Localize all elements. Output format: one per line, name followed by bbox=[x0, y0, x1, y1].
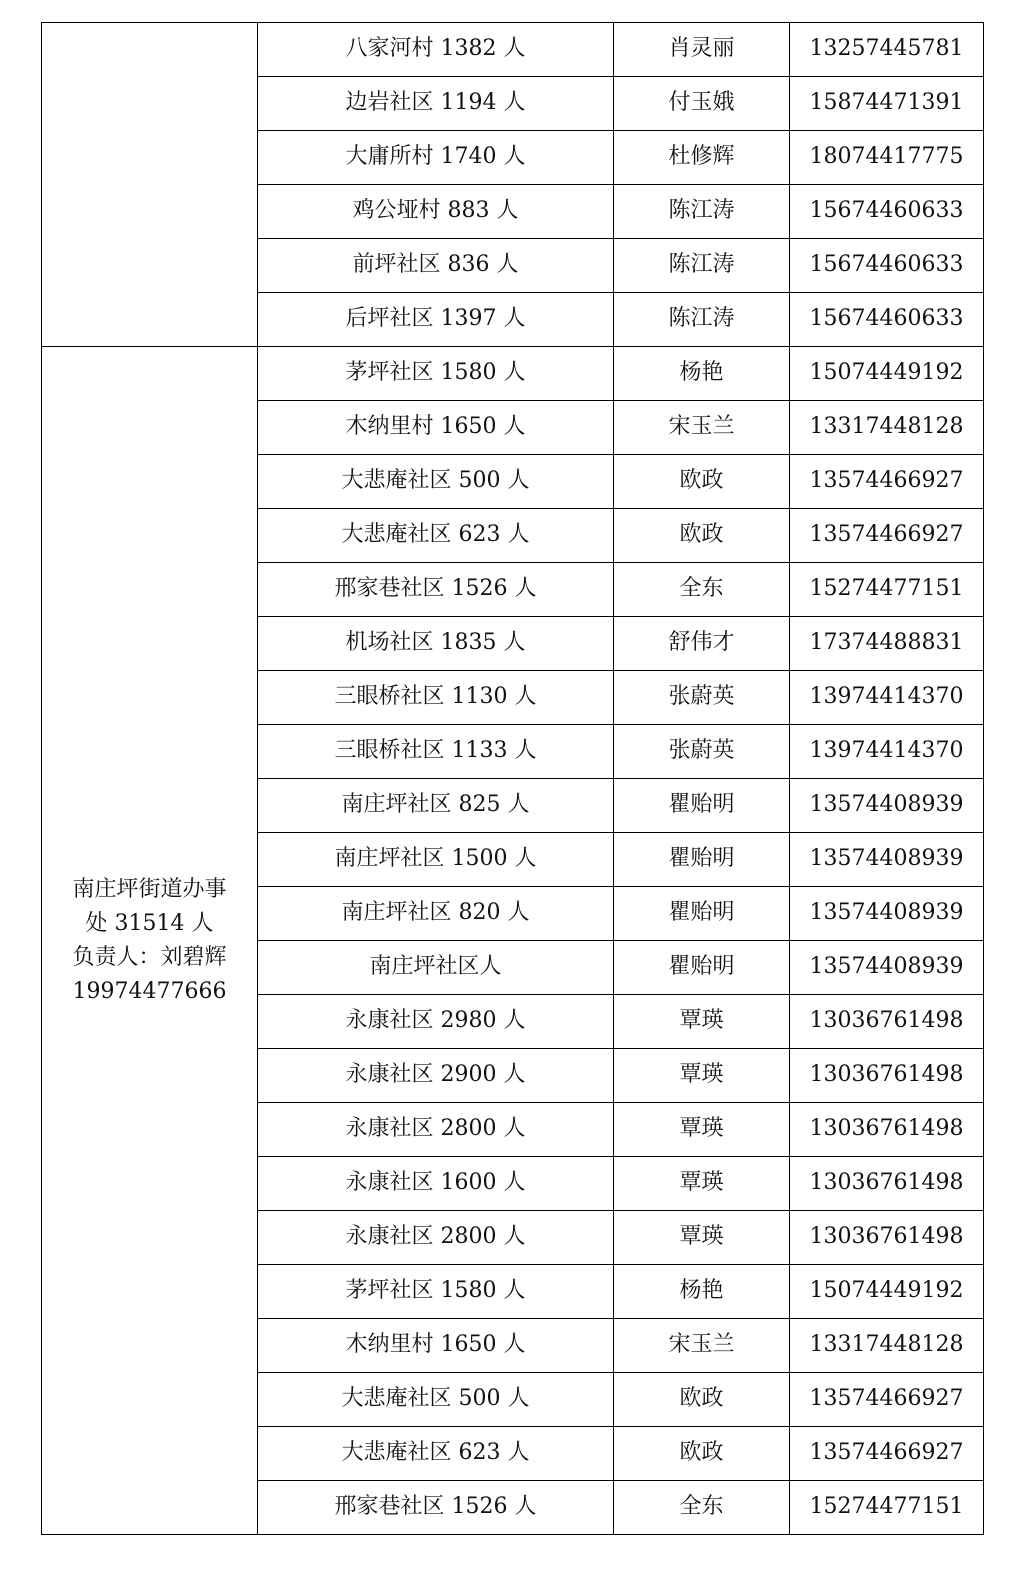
phone-number-cell: 13574466927 bbox=[790, 1427, 984, 1481]
community-cell: 永康社区 1600 人 bbox=[258, 1157, 614, 1211]
community-cell: 邢家巷社区 1526 人 bbox=[258, 1481, 614, 1535]
community-cell: 南庄坪社区 1500 人 bbox=[258, 833, 614, 887]
phone-number-cell: 13574408939 bbox=[790, 779, 984, 833]
community-cell: 茅坪社区 1580 人 bbox=[258, 347, 614, 401]
phone-number-cell: 13036761498 bbox=[790, 1049, 984, 1103]
contact-person-cell: 覃瑛 bbox=[614, 1103, 790, 1157]
district-office-line: 处 31514 人 bbox=[85, 910, 214, 936]
contact-person-cell: 宋玉兰 bbox=[614, 1319, 790, 1373]
community-cell: 南庄坪社区 820 人 bbox=[258, 887, 614, 941]
contact-person-cell: 瞿贻明 bbox=[614, 941, 790, 995]
contact-person-cell: 瞿贻明 bbox=[614, 779, 790, 833]
contact-person-cell: 张蔚英 bbox=[614, 725, 790, 779]
contact-person-cell: 舒伟才 bbox=[614, 617, 790, 671]
phone-number-cell: 13036761498 bbox=[790, 1103, 984, 1157]
community-cell: 前坪社区 836 人 bbox=[258, 239, 614, 293]
phone-number-cell: 15274477151 bbox=[790, 1481, 984, 1535]
phone-number-cell: 13974414370 bbox=[790, 725, 984, 779]
phone-number-cell: 13036761498 bbox=[790, 995, 984, 1049]
contact-person-cell: 杨艳 bbox=[614, 347, 790, 401]
community-cell: 永康社区 2800 人 bbox=[258, 1103, 614, 1157]
phone-number-cell: 13574408939 bbox=[790, 887, 984, 941]
contact-person-cell: 杨艳 bbox=[614, 1265, 790, 1319]
community-cell: 三眼桥社区 1130 人 bbox=[258, 671, 614, 725]
table-row bbox=[42, 23, 984, 77]
phone-number-cell: 13574466927 bbox=[790, 455, 984, 509]
contact-person-cell: 付玉娥 bbox=[614, 77, 790, 131]
phone-number-cell: 13974414370 bbox=[790, 671, 984, 725]
phone-number-cell: 18074417775 bbox=[790, 131, 984, 185]
phone-number-cell: 15274477151 bbox=[790, 563, 984, 617]
contact-person-cell: 宋玉兰 bbox=[614, 401, 790, 455]
contact-person-cell: 陈江涛 bbox=[614, 239, 790, 293]
community-cell: 边岩社区 1194 人 bbox=[258, 77, 614, 131]
community-cell: 南庄坪社区人 bbox=[258, 941, 614, 995]
phone-number-cell: 13257445781 bbox=[790, 23, 984, 77]
contact-person-cell: 欧政 bbox=[614, 1373, 790, 1427]
community-cell: 鸡公垭村 883 人 bbox=[258, 185, 614, 239]
phone-number-cell: 15674460633 bbox=[790, 293, 984, 347]
contact-person-cell: 覃瑛 bbox=[614, 1049, 790, 1103]
district-office-line: 南庄坪街道办事 bbox=[72, 876, 227, 902]
phone-number-cell: 13574466927 bbox=[790, 509, 984, 563]
contact-person-cell: 陈江涛 bbox=[614, 185, 790, 239]
phone-number-cell: 13317448128 bbox=[790, 1319, 984, 1373]
community-cell: 八家河村 1382 人 bbox=[258, 23, 614, 77]
community-cell: 南庄坪社区 825 人 bbox=[258, 779, 614, 833]
contact-person-cell: 瞿贻明 bbox=[614, 887, 790, 941]
community-cell: 木纳里村 1650 人 bbox=[258, 1319, 614, 1373]
contact-person-cell: 欧政 bbox=[614, 455, 790, 509]
contact-person-cell: 覃瑛 bbox=[614, 995, 790, 1049]
community-cell: 木纳里村 1650 人 bbox=[258, 401, 614, 455]
district-office-line: 负责人：刘碧辉 bbox=[72, 944, 227, 970]
community-cell: 机场社区 1835 人 bbox=[258, 617, 614, 671]
community-cell: 永康社区 2900 人 bbox=[258, 1049, 614, 1103]
phone-number-cell: 15074449192 bbox=[790, 1265, 984, 1319]
phone-number-cell: 13036761498 bbox=[790, 1157, 984, 1211]
community-cell: 邢家巷社区 1526 人 bbox=[258, 563, 614, 617]
community-cell: 茅坪社区 1580 人 bbox=[258, 1265, 614, 1319]
district-office-cell bbox=[42, 347, 258, 1535]
contact-person-cell: 欧政 bbox=[614, 509, 790, 563]
contact-person-cell: 张蔚英 bbox=[614, 671, 790, 725]
district-office-cell bbox=[42, 23, 258, 347]
phone-number-cell: 15074449192 bbox=[790, 347, 984, 401]
phone-number-cell: 13317448128 bbox=[790, 401, 984, 455]
phone-number-cell: 13574408939 bbox=[790, 833, 984, 887]
phone-number-cell: 17374488831 bbox=[790, 617, 984, 671]
community-cell: 永康社区 2980 人 bbox=[258, 995, 614, 1049]
community-cell: 大悲庵社区 500 人 bbox=[258, 455, 614, 509]
community-cell: 大悲庵社区 623 人 bbox=[258, 509, 614, 563]
contact-person-cell: 肖灵丽 bbox=[614, 23, 790, 77]
community-cell: 大悲庵社区 623 人 bbox=[258, 1427, 614, 1481]
phone-number-cell: 15674460633 bbox=[790, 185, 984, 239]
contact-person-cell: 覃瑛 bbox=[614, 1211, 790, 1265]
community-cell: 永康社区 2800 人 bbox=[258, 1211, 614, 1265]
contact-person-cell: 杜修辉 bbox=[614, 131, 790, 185]
contact-person-cell: 欧政 bbox=[614, 1427, 790, 1481]
table-row bbox=[42, 347, 984, 401]
community-cell: 后坪社区 1397 人 bbox=[258, 293, 614, 347]
district-office-line: 19974477666 bbox=[72, 978, 227, 1004]
contact-person-cell: 覃瑛 bbox=[614, 1157, 790, 1211]
table-body bbox=[42, 23, 984, 1535]
community-contact-table bbox=[41, 22, 984, 1535]
phone-number-cell: 13574408939 bbox=[790, 941, 984, 995]
contact-person-cell: 瞿贻明 bbox=[614, 833, 790, 887]
contact-person-cell: 全东 bbox=[614, 1481, 790, 1535]
contact-person-cell: 全东 bbox=[614, 563, 790, 617]
phone-number-cell: 15874471391 bbox=[790, 77, 984, 131]
community-cell: 大庸所村 1740 人 bbox=[258, 131, 614, 185]
phone-number-cell: 13036761498 bbox=[790, 1211, 984, 1265]
community-cell: 大悲庵社区 500 人 bbox=[258, 1373, 614, 1427]
community-cell: 三眼桥社区 1133 人 bbox=[258, 725, 614, 779]
phone-number-cell: 15674460633 bbox=[790, 239, 984, 293]
contact-person-cell: 陈江涛 bbox=[614, 293, 790, 347]
phone-number-cell: 13574466927 bbox=[790, 1373, 984, 1427]
